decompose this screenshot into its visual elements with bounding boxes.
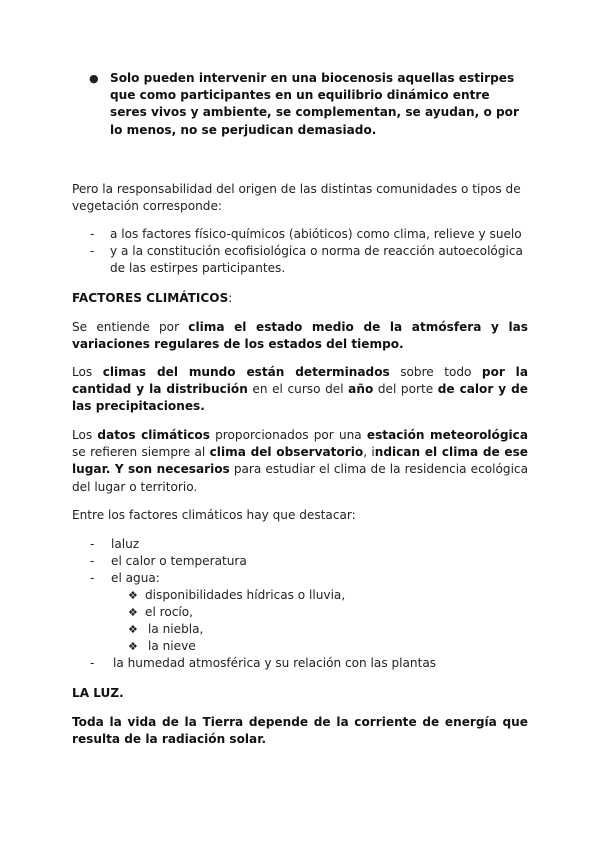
list-item: el agua: — [111, 571, 160, 585]
responsibility-paragraph: Pero la responsabilidad del origen de las distintas comunidades o tipos de vegetación corresponde: — [72, 182, 521, 214]
bullet-marker: ● — [89, 72, 99, 85]
dash-marker: - — [90, 656, 95, 670]
dash-marker: - — [90, 244, 95, 258]
list-item: el calor o temperatura — [111, 554, 247, 568]
diamond-bullet-icon: ❖ — [128, 589, 138, 602]
bullet-paragraph: Solo pueden intervenir en una biocenosis aquellas estirpes que como participantes en un equilibrio dinámico entre seres vivos y ambiente, se complementan, se ayudan, o por lo menos, no se perjudican demasiado. — [110, 71, 519, 137]
diamond-bullet-icon: ❖ — [128, 606, 138, 619]
dash-marker: - — [90, 554, 95, 568]
sub-list-item: la niebla, — [148, 622, 204, 636]
list-item: laluz — [111, 537, 140, 551]
sub-list-item: el rocío, — [145, 605, 194, 619]
factors-intro: Entre los factores climáticos hay que destacar: — [72, 508, 356, 522]
diamond-bullet-icon: ❖ — [128, 640, 138, 653]
list-item: a los factores físico-químicos (abióticos) como clima, relieve y suelo — [110, 227, 522, 241]
sub-list-item: la nieve — [148, 639, 196, 653]
section-heading-light: LA LUZ. — [72, 686, 124, 700]
section-heading-climatic-factors: FACTORES CLIMÁTICOS: — [72, 291, 233, 305]
diamond-bullet-icon: ❖ — [128, 623, 138, 636]
climas-mundo-paragraph: Los climas del mundo están determinados sobre todo por la cantidad y la distribución en el curso del año del porte de calor y de las precipitaciones. — [72, 365, 528, 414]
datos-climaticos-paragraph: Los datos climáticos proporcionados por una estación meteorológica se refieren siempre al clima del observatorio, indican el clima de ese lugar. Y son necesarios para estudiar el clima de la residencia ecológica del lugar o territorio. — [72, 428, 528, 494]
list-item: y a la constitución ecofisiológica o norma de reacción autoecológica — [110, 244, 523, 258]
dash-marker: - — [90, 537, 95, 551]
sub-list-item: disponibilidades hídricas o lluvia, — [145, 588, 346, 602]
list-item-continuation: de las estirpes participantes. — [110, 261, 286, 275]
clima-definition-paragraph: Se entiende por clima el estado medio de la atmósfera y las variaciones regulares de los estados del tiempo. — [72, 320, 528, 352]
list-item: la humedad atmosférica y su relación con las plantas — [113, 656, 437, 670]
dash-marker: - — [90, 571, 95, 585]
light-paragraph: Toda la vida de la Tierra depende de la corriente de energía que resulta de la radiación solar. — [72, 715, 528, 747]
dash-marker: - — [90, 227, 95, 241]
